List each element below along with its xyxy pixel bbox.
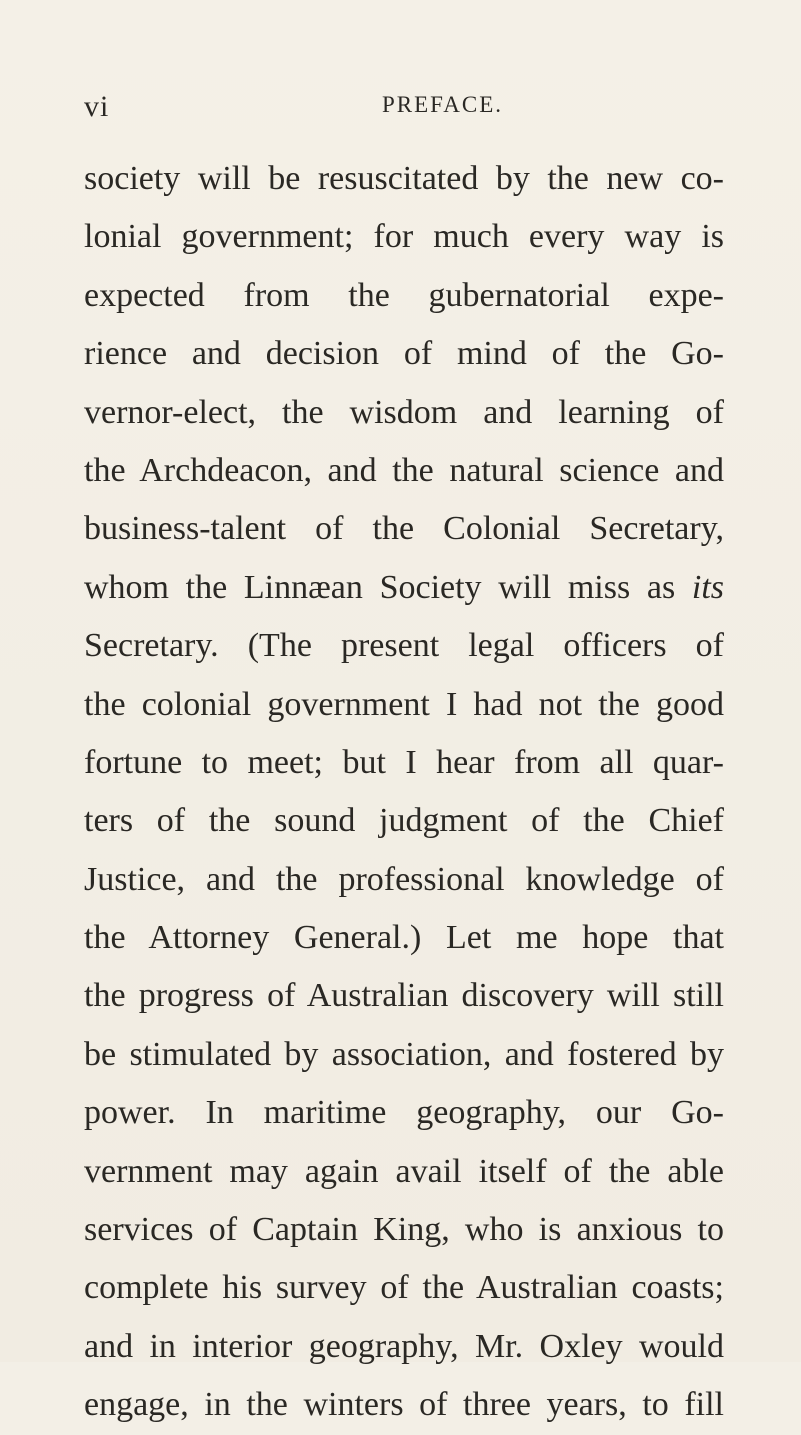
text-line: the progress of Australian discovery will still [84, 977, 724, 1015]
page-number: vi [84, 90, 110, 123]
text-line: society will be resuscitated by the new co- [84, 160, 724, 197]
text-line: complete his survey of the Australian coasts; [84, 1269, 724, 1307]
italic-word: its [691, 568, 724, 606]
text-line: be stimulated by association, and fostered by [84, 1035, 724, 1073]
text-line-with-italic [84, 559, 724, 617]
text-line: the Archdeacon, and the natural science and [84, 451, 724, 489]
text-line: power. In maritime geography, our Go- [84, 1094, 724, 1132]
text-line: expected from the gubernatorial expe- [84, 276, 724, 314]
text-line: the colonial government I had not the good [84, 685, 724, 723]
text-line: engage, in the winters of three years, to fill [84, 1386, 724, 1424]
text-line: business-talent of the Colonial Secretary, [84, 510, 724, 548]
text-line: the Attorney General.) Let me hope that [84, 919, 724, 957]
text-line: rience and decision of mind of the Go- [84, 335, 724, 373]
text-line: Secretary. (The present legal officers of [84, 627, 724, 665]
text-line-start: whom the Linnæan Society will miss as [84, 568, 692, 606]
text-line: vernment may again avail itself of the able [84, 1152, 724, 1190]
running-head: PREFACE. [382, 92, 504, 117]
text-line: lonial government; for much every way is [84, 218, 724, 256]
text-line: and in interior geography, Mr. Oxley would [84, 1327, 724, 1365]
text-line: ters of the sound judgment of the Chief [84, 802, 724, 840]
text-line: fortune to meet; but I hear from all quar- [84, 743, 724, 781]
page-header [84, 90, 715, 130]
body-text [84, 150, 724, 1435]
text-line: vernor-elect, the wisdom and learning of [84, 393, 724, 431]
text-line: Justice, and the professional knowledge of [84, 860, 724, 898]
text-line: services of Captain King, who is anxious to [84, 1211, 724, 1249]
